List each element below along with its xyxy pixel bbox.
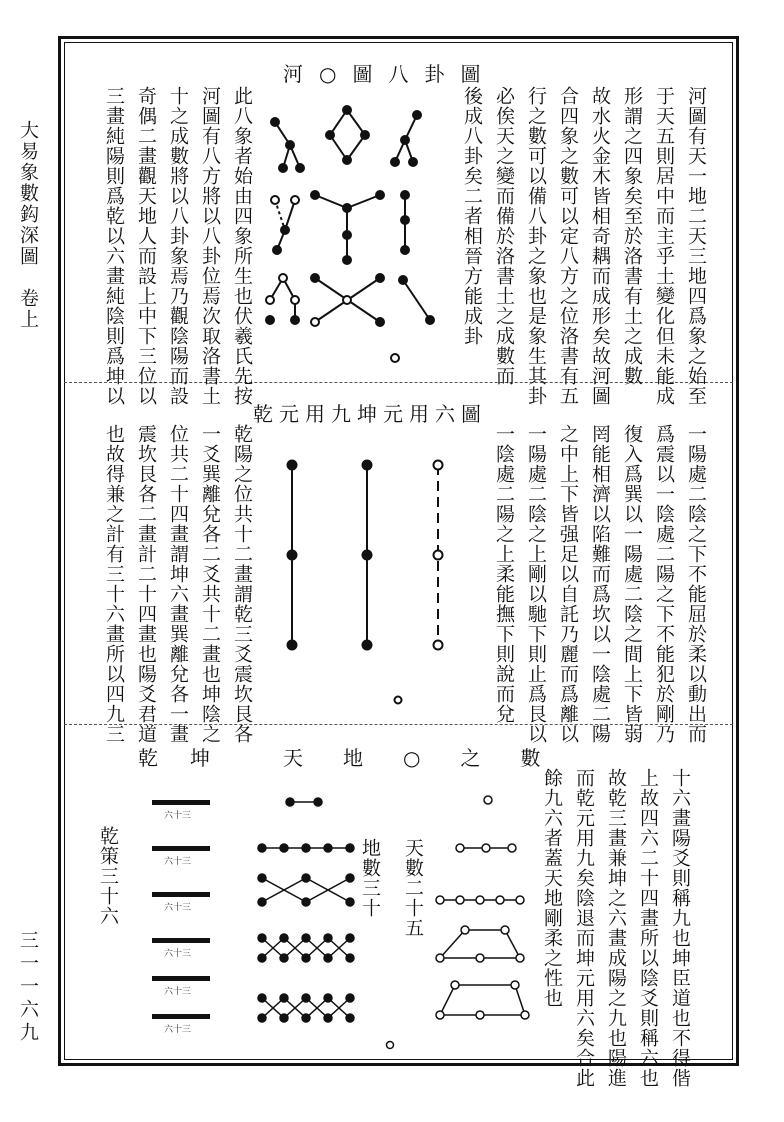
text-column: 河圖有八方將以八卦位焉次取洛書土: [199, 86, 221, 406]
hetu-bagua-diagram: [255, 100, 455, 370]
text-column: 復入爲巽以一陽處二陰之間上下皆弱: [621, 424, 643, 744]
heaven-earth-number-diagram: [250, 790, 530, 1050]
text-column: 而乾元用九矣陰退而坤元用六矣合此: [573, 768, 595, 1088]
bar-label: 六十三: [164, 903, 192, 913]
text-column: 此八象者始由四象所生也伏羲氏先按: [231, 86, 253, 406]
text-column: 爲震以一陰處二陽之下不能犯於剛乃: [653, 424, 675, 744]
text-column: 位共二十四畫謂坤六畫巽離兌各一畫: [167, 424, 189, 744]
earth-number-label: 地數三十: [359, 838, 381, 918]
text-column: 合四象之數可以定八方之位洛書有五: [557, 86, 579, 406]
qian-ce-label: 乾策三十六: [97, 826, 119, 926]
qian-ce-bars: [152, 800, 212, 1050]
section3-title-right: 天地○之數: [283, 746, 581, 770]
text-column: 河圖有天一地二天三地四爲象之始至: [685, 86, 707, 406]
bar-label: 六十三: [164, 811, 192, 821]
text-column: 故水火金木皆相奇耦而成形矣故河圖: [589, 86, 611, 406]
bar-label: 六十三: [164, 949, 192, 959]
section3-title-left: 乾坤: [138, 746, 242, 770]
text-column: 形謂之四象矣至於洛書有土之成數: [621, 86, 643, 386]
text-column: 十六畫陽爻則稱九也坤臣道也不得偕: [669, 768, 691, 1088]
bar-label: 六十三: [164, 857, 192, 867]
bar-label: 六十三: [164, 987, 192, 997]
text-column: 一陰處二陽之上柔能撫下則說而兌: [493, 424, 515, 724]
text-column: 十之成數將以八卦象焉乃觀陰陽而設: [167, 86, 189, 406]
text-column: 三畫純陽則爲乾以六畫純陰則爲坤以: [103, 86, 125, 406]
heaven-number-label: 天數二十五: [402, 838, 424, 938]
book-title: 大易象數鈎深圖 卷上: [17, 120, 39, 330]
text-column: 上故四六二十四畫所以陰爻則稱六也: [637, 768, 659, 1088]
text-column: 必俟天之變而備於洛書土之成數而: [493, 86, 515, 386]
text-column: 行之數可以備八卦之象也是象生其卦: [525, 86, 547, 406]
text-column: 奇偶二畫觀天地人而設上中下三位以: [135, 86, 157, 406]
text-column: 也故得兼之計有三十六畫所以四九三: [103, 424, 125, 744]
qian-kun-yongjiu-liu-diagram: [270, 455, 460, 705]
text-column: 罔能相濟以陷難而爲坎以一陰處二陽: [589, 424, 611, 744]
section1-title: 河○圖八卦圖: [283, 62, 497, 86]
text-column: 震坎艮各二畫計二十四畫也陽爻君道: [135, 424, 157, 744]
text-column: 一爻巽離兌各二爻共十二畫也坤陰之: [199, 424, 221, 744]
text-column: 一陽處二陰之下不能屈於柔以動出而: [685, 424, 707, 744]
bar-label: 六十三: [164, 1025, 192, 1035]
text-column: 乾陽之位共十二畫謂乾三爻震坎艮各: [231, 424, 253, 744]
text-column: 一陽處二陰之上剛以馳下則止爲艮以: [525, 424, 547, 744]
page-number: 三一一六九: [17, 930, 39, 1045]
section2-title: 乾元用九坤元用六圖: [253, 402, 487, 426]
text-column: 餘九六者蓋天地剛柔之性也: [541, 768, 563, 1008]
text-column: 于天五則居中而主乎土變化但未能成: [653, 86, 675, 406]
text-column: 之中上下皆强足以自託乃麗而爲離以: [557, 424, 579, 744]
text-column: 後成八卦矣二者相晉方能成卦: [461, 86, 483, 346]
text-column: 故乾三畫兼坤之六畫成陽之九也陽進: [605, 768, 627, 1088]
